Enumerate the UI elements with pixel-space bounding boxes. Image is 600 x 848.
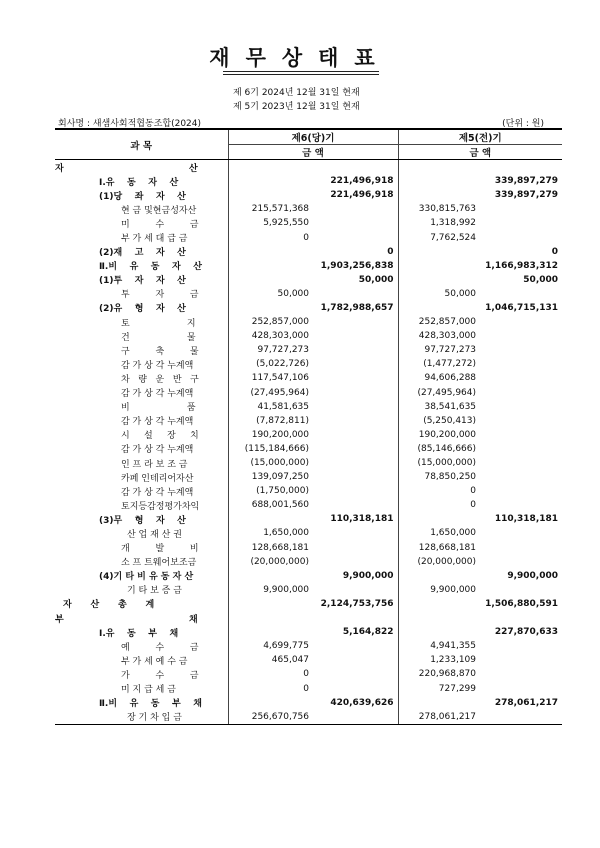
current-detail-amount: (15,000,000) bbox=[228, 456, 313, 470]
prior-detail-amount bbox=[398, 160, 480, 175]
current-detail-amount bbox=[228, 611, 313, 625]
title-underline bbox=[223, 71, 379, 72]
account-label bbox=[55, 188, 228, 202]
table-row bbox=[55, 569, 562, 583]
table-row bbox=[55, 512, 562, 526]
prior-detail-amount: (27,495,964) bbox=[398, 386, 480, 400]
account-label-text: 자 산 bbox=[55, 163, 198, 174]
prior-total-amount bbox=[480, 160, 562, 175]
account-label-text: 부 가 세 대 급 금 bbox=[121, 234, 188, 245]
prior-detail-amount: 0 bbox=[398, 498, 480, 512]
account-label bbox=[55, 555, 228, 569]
prior-total-amount: 278,061,217 bbox=[494, 697, 559, 708]
current-detail-amount: 50,000 bbox=[228, 287, 313, 301]
prior-total-amount bbox=[480, 710, 562, 725]
account-label bbox=[55, 329, 228, 343]
prior-total-amount bbox=[480, 442, 562, 456]
prior-total-amount: 339,897,279 bbox=[494, 176, 559, 187]
current-detail-amount bbox=[228, 625, 313, 639]
current-detail-amount: 4,699,775 bbox=[228, 639, 313, 653]
prior-detail-amount: 252,857,000 bbox=[398, 315, 480, 329]
current-detail-amount: 190,200,000 bbox=[228, 428, 313, 442]
prior-detail-amount bbox=[398, 625, 480, 639]
prior-detail-amount: (15,000,000) bbox=[398, 456, 480, 470]
account-label-text: Ⅱ.비 유 동 부 채 bbox=[99, 699, 202, 710]
table-row bbox=[55, 301, 562, 315]
unit-label: (단위 : 원) bbox=[502, 119, 544, 129]
prior-detail-amount: 727,299 bbox=[398, 681, 480, 695]
account-label bbox=[55, 512, 228, 526]
table-row bbox=[55, 639, 562, 653]
current-detail-amount bbox=[228, 301, 313, 315]
current-total-amount bbox=[313, 526, 398, 540]
prior-total-amount bbox=[480, 498, 562, 512]
current-detail-amount: 465,047 bbox=[228, 653, 313, 667]
account-label bbox=[55, 315, 228, 329]
prior-detail-amount: 1,650,000 bbox=[398, 526, 480, 540]
prior-detail-amount bbox=[398, 273, 480, 287]
account-label-text: 기 타 보 증 금 bbox=[127, 586, 182, 597]
current-total-amount bbox=[313, 541, 398, 555]
account-label bbox=[55, 357, 228, 371]
company-name: 회사명 : 새샘사회적협동조합(2024) bbox=[58, 119, 202, 129]
account-label-text: 토지등감정평가차익 bbox=[121, 501, 200, 512]
header-prior-period: 제5(전)기 bbox=[398, 129, 562, 145]
account-label bbox=[55, 414, 228, 428]
current-detail-amount: (1,750,000) bbox=[228, 484, 313, 498]
table-row bbox=[55, 696, 562, 710]
current-total-amount bbox=[313, 667, 398, 681]
prior-detail-amount: 1,233,109 bbox=[398, 653, 480, 667]
table-row bbox=[55, 667, 562, 681]
prior-detail-amount: 278,061,217 bbox=[398, 710, 480, 725]
period-current: 제 6기 2024년 12월 31일 현재 bbox=[233, 88, 360, 98]
prior-total-amount bbox=[480, 583, 562, 597]
current-total-amount bbox=[313, 386, 398, 400]
table-row bbox=[55, 470, 562, 484]
account-label bbox=[55, 639, 228, 653]
prior-detail-amount bbox=[398, 611, 480, 625]
current-total-amount bbox=[313, 230, 398, 244]
account-label bbox=[55, 230, 228, 244]
account-label-text: 산 업 재 산 권 bbox=[127, 529, 182, 540]
current-total-amount bbox=[313, 329, 398, 343]
header-current-amount: 금 액 bbox=[228, 145, 398, 160]
prior-detail-amount: 7,762,524 bbox=[398, 230, 480, 244]
prior-total-amount: 9,900,000 bbox=[507, 570, 559, 581]
current-detail-amount: 128,668,181 bbox=[228, 541, 313, 555]
current-total-amount bbox=[313, 343, 398, 357]
table-row bbox=[55, 442, 562, 456]
prior-total-amount: 1,506,880,591 bbox=[485, 598, 559, 609]
prior-detail-amount: 190,200,000 bbox=[398, 428, 480, 442]
table-row bbox=[55, 188, 562, 202]
prior-detail-amount: (85,146,666) bbox=[398, 442, 480, 456]
current-total-amount bbox=[313, 442, 398, 456]
table-row bbox=[55, 202, 562, 216]
prior-total-amount bbox=[480, 371, 562, 385]
table-row bbox=[55, 371, 562, 385]
prior-total-amount bbox=[480, 202, 562, 216]
account-label-text: 감 가 상 각 누계액 bbox=[121, 417, 194, 428]
prior-detail-amount bbox=[398, 245, 480, 259]
current-detail-amount: 256,670,756 bbox=[228, 710, 313, 725]
account-label bbox=[55, 569, 228, 583]
prior-total-amount: 339,897,279 bbox=[494, 190, 559, 201]
table-row bbox=[55, 273, 562, 287]
account-label bbox=[55, 273, 228, 287]
current-total-amount bbox=[313, 681, 398, 695]
account-label-text: 가 수 금 bbox=[121, 670, 199, 681]
prior-detail-amount bbox=[398, 301, 480, 315]
account-label bbox=[55, 371, 228, 385]
account-label-text: (1)당 좌 자 산 bbox=[99, 191, 186, 202]
current-detail-amount bbox=[228, 597, 313, 611]
current-detail-amount: 117,547,106 bbox=[228, 371, 313, 385]
table-row bbox=[55, 484, 562, 498]
current-total-amount bbox=[313, 428, 398, 442]
current-detail-amount: 428,303,000 bbox=[228, 329, 313, 343]
account-label bbox=[55, 667, 228, 681]
prior-total-amount bbox=[480, 287, 562, 301]
account-label-text: (3)무 형 자 산 bbox=[99, 515, 186, 526]
current-total-amount: 5,164,822 bbox=[342, 627, 394, 638]
account-label bbox=[55, 343, 228, 357]
account-label bbox=[55, 470, 228, 484]
prior-detail-amount: 38,541,635 bbox=[398, 400, 480, 414]
table-row bbox=[55, 174, 562, 188]
current-total-amount bbox=[313, 555, 398, 569]
current-detail-amount bbox=[228, 188, 313, 202]
prior-total-amount bbox=[480, 414, 562, 428]
current-detail-amount bbox=[228, 174, 313, 188]
prior-detail-amount: 50,000 bbox=[398, 287, 480, 301]
current-detail-amount bbox=[228, 160, 313, 175]
account-label-text: 투 자 금 bbox=[121, 290, 199, 301]
prior-total-amount: 50,000 bbox=[523, 274, 559, 285]
current-total-amount bbox=[313, 371, 398, 385]
prior-total-amount bbox=[480, 555, 562, 569]
current-total-amount bbox=[313, 583, 398, 597]
table-row bbox=[55, 386, 562, 400]
prior-total-amount bbox=[480, 386, 562, 400]
current-total-amount bbox=[313, 315, 398, 329]
current-total-amount bbox=[313, 639, 398, 653]
prior-total-amount bbox=[480, 526, 562, 540]
account-label-text: 부 채 bbox=[55, 614, 198, 625]
prior-detail-amount bbox=[398, 188, 480, 202]
prior-detail-amount bbox=[398, 597, 480, 611]
account-label-text: Ⅰ.유 동 부 채 bbox=[99, 628, 179, 639]
table-row bbox=[55, 357, 562, 371]
table-row bbox=[55, 555, 562, 569]
table-row bbox=[55, 287, 562, 301]
prior-total-amount bbox=[480, 357, 562, 371]
title-underline-double bbox=[223, 74, 379, 75]
current-total-amount bbox=[313, 216, 398, 230]
current-total-amount bbox=[313, 653, 398, 667]
current-total-amount bbox=[313, 484, 398, 498]
current-total-amount: 0 bbox=[387, 246, 394, 257]
prior-total-amount bbox=[480, 428, 562, 442]
prior-total-amount: 1,046,715,131 bbox=[485, 302, 559, 313]
balance-sheet-table bbox=[55, 128, 562, 725]
table-row bbox=[55, 653, 562, 667]
account-label bbox=[55, 611, 228, 625]
table-row bbox=[55, 428, 562, 442]
table-row bbox=[55, 329, 562, 343]
account-label bbox=[55, 245, 228, 259]
prior-total-amount bbox=[480, 400, 562, 414]
current-total-amount bbox=[313, 611, 398, 625]
table-row bbox=[55, 456, 562, 470]
account-label-text: 비 품 bbox=[121, 403, 196, 414]
header-account: 과 목 bbox=[55, 129, 228, 160]
table-row bbox=[55, 541, 562, 555]
account-label bbox=[55, 428, 228, 442]
current-detail-amount: 5,925,550 bbox=[228, 216, 313, 230]
prior-detail-amount: 78,850,250 bbox=[398, 470, 480, 484]
table-row bbox=[55, 343, 562, 357]
current-detail-amount bbox=[228, 569, 313, 583]
account-label-text: Ⅱ.비 유 동 자 산 bbox=[99, 262, 202, 273]
prior-detail-amount: 1,318,992 bbox=[398, 216, 480, 230]
account-label-text: 개 발 비 bbox=[121, 544, 199, 555]
account-label-text: 장 기 차 입 금 bbox=[127, 713, 182, 724]
current-detail-amount bbox=[228, 696, 313, 710]
table-row bbox=[55, 681, 562, 695]
prior-detail-amount bbox=[398, 259, 480, 273]
account-label bbox=[55, 442, 228, 456]
prior-total-amount bbox=[480, 329, 562, 343]
current-total-amount bbox=[313, 287, 398, 301]
account-label bbox=[55, 259, 228, 273]
account-label-text: Ⅰ.유 동 자 산 bbox=[99, 177, 179, 188]
prior-total-amount bbox=[480, 667, 562, 681]
current-detail-amount: 688,001,560 bbox=[228, 498, 313, 512]
account-label-text: 예 수 금 bbox=[121, 642, 199, 653]
table-row bbox=[55, 400, 562, 414]
current-detail-amount bbox=[228, 512, 313, 526]
current-detail-amount: (115,184,666) bbox=[228, 442, 313, 456]
account-label bbox=[55, 287, 228, 301]
current-detail-amount: 215,571,368 bbox=[228, 202, 313, 216]
table-row bbox=[55, 498, 562, 512]
table-row bbox=[55, 414, 562, 428]
prior-detail-amount: 94,606,288 bbox=[398, 371, 480, 385]
prior-total-amount: 227,870,633 bbox=[494, 627, 559, 638]
prior-detail-amount: 330,815,763 bbox=[398, 202, 480, 216]
account-label bbox=[55, 625, 228, 639]
current-detail-amount bbox=[228, 259, 313, 273]
current-total-amount: 221,496,918 bbox=[330, 176, 394, 187]
header-prior-amount: 금 액 bbox=[398, 145, 562, 160]
prior-detail-amount bbox=[398, 696, 480, 710]
prior-total-amount bbox=[480, 611, 562, 625]
prior-total-amount bbox=[480, 216, 562, 230]
prior-detail-amount bbox=[398, 569, 480, 583]
balance-sheet-rows bbox=[55, 160, 562, 725]
current-total-amount bbox=[313, 414, 398, 428]
prior-total-amount bbox=[480, 315, 562, 329]
current-detail-amount: (7,872,811) bbox=[228, 414, 313, 428]
current-detail-amount: 0 bbox=[228, 681, 313, 695]
current-detail-amount: 41,581,635 bbox=[228, 400, 313, 414]
current-total-amount bbox=[313, 498, 398, 512]
current-detail-amount: 0 bbox=[228, 667, 313, 681]
account-label bbox=[55, 597, 228, 611]
current-total-amount: 110,318,181 bbox=[330, 514, 394, 525]
prior-total-amount bbox=[480, 681, 562, 695]
table-row bbox=[55, 597, 562, 611]
current-total-amount: 50,000 bbox=[358, 274, 394, 285]
prior-detail-amount: 9,900,000 bbox=[398, 583, 480, 597]
current-detail-amount: 97,727,273 bbox=[228, 343, 313, 357]
current-total-amount bbox=[313, 357, 398, 371]
account-label-text: (2)유 형 자 산 bbox=[99, 304, 186, 315]
current-total-amount: 2,124,753,756 bbox=[320, 598, 394, 609]
account-label-text: 시 설 장 치 bbox=[121, 431, 199, 442]
account-label-text: 소 프 트웨어보조금 bbox=[121, 558, 197, 569]
account-label bbox=[55, 681, 228, 695]
prior-detail-amount: (1,477,272) bbox=[398, 357, 480, 371]
prior-detail-amount: 128,668,181 bbox=[398, 541, 480, 555]
account-label bbox=[55, 301, 228, 315]
account-label-text: 구 축 물 bbox=[121, 346, 199, 357]
account-label bbox=[55, 386, 228, 400]
table-row bbox=[55, 710, 562, 725]
current-detail-amount bbox=[228, 245, 313, 259]
account-label-text: 부 가 세 예 수 금 bbox=[121, 656, 188, 667]
prior-detail-amount bbox=[398, 512, 480, 526]
current-detail-amount: 1,650,000 bbox=[228, 526, 313, 540]
table-row bbox=[55, 583, 562, 597]
account-label bbox=[55, 696, 228, 710]
table-row bbox=[55, 611, 562, 625]
account-label bbox=[55, 653, 228, 667]
document-title: 재무상태표 bbox=[209, 46, 391, 70]
table-row bbox=[55, 230, 562, 244]
account-label-text: 미 지 급 세 금 bbox=[121, 685, 176, 696]
account-label-text: 감 가 상 각 누계액 bbox=[121, 360, 194, 371]
account-label bbox=[55, 400, 228, 414]
prior-total-amount bbox=[480, 456, 562, 470]
account-label-text: 현 금 및현금성자산 bbox=[121, 205, 197, 216]
prior-total-amount bbox=[480, 653, 562, 667]
current-total-amount bbox=[313, 400, 398, 414]
table-row bbox=[55, 625, 562, 639]
current-total-amount: 9,900,000 bbox=[342, 570, 394, 581]
prior-total-amount bbox=[480, 470, 562, 484]
prior-total-amount bbox=[480, 343, 562, 357]
account-label-text: 미 수 금 bbox=[121, 219, 199, 230]
table-row bbox=[55, 259, 562, 273]
prior-total-amount bbox=[480, 230, 562, 244]
account-label bbox=[55, 583, 228, 597]
current-detail-amount: 252,857,000 bbox=[228, 315, 313, 329]
account-label-text: 토 지 bbox=[121, 318, 196, 329]
current-total-amount bbox=[313, 470, 398, 484]
account-label-text: 자 산 총 계 bbox=[63, 600, 155, 611]
account-label bbox=[55, 526, 228, 540]
account-label bbox=[55, 216, 228, 230]
prior-detail-amount bbox=[398, 174, 480, 188]
current-detail-amount: (27,495,964) bbox=[228, 386, 313, 400]
account-label-text: 건 물 bbox=[121, 332, 196, 343]
account-label-text: (4)기 타 비 유 동 자 산 bbox=[99, 572, 194, 583]
current-detail-amount bbox=[228, 273, 313, 287]
current-total-amount bbox=[313, 160, 398, 175]
account-label-text: (2)재 고 자 산 bbox=[99, 248, 186, 259]
current-total-amount: 221,496,918 bbox=[330, 190, 394, 201]
account-label bbox=[55, 498, 228, 512]
prior-detail-amount: 97,727,273 bbox=[398, 343, 480, 357]
prior-total-amount bbox=[480, 484, 562, 498]
current-detail-amount: (20,000,000) bbox=[228, 555, 313, 569]
prior-total-amount: 110,318,181 bbox=[494, 514, 559, 525]
account-label bbox=[55, 541, 228, 555]
table-row bbox=[55, 216, 562, 230]
table-row bbox=[55, 315, 562, 329]
account-label bbox=[55, 174, 228, 188]
period-prior: 제 5기 2023년 12월 31일 현재 bbox=[233, 102, 360, 112]
table-row bbox=[55, 160, 562, 175]
current-total-amount bbox=[313, 202, 398, 216]
account-label-text: (1)투 자 자 산 bbox=[99, 276, 186, 287]
account-label-text: 감 가 상 각 누계액 bbox=[121, 487, 194, 498]
current-total-amount: 1,903,256,838 bbox=[320, 260, 394, 271]
prior-total-amount: 0 bbox=[551, 246, 559, 257]
current-detail-amount: 139,097,250 bbox=[228, 470, 313, 484]
account-label bbox=[55, 710, 228, 725]
current-total-amount: 420,639,626 bbox=[330, 697, 394, 708]
table-row bbox=[55, 245, 562, 259]
current-detail-amount: 9,900,000 bbox=[228, 583, 313, 597]
header-current-period: 제6(당)기 bbox=[228, 129, 398, 145]
prior-detail-amount: 220,968,870 bbox=[398, 667, 480, 681]
current-detail-amount: 0 bbox=[228, 230, 313, 244]
prior-detail-amount: 428,303,000 bbox=[398, 329, 480, 343]
table-row bbox=[55, 526, 562, 540]
current-total-amount bbox=[313, 710, 398, 725]
account-label-text: 인 프 라 보 조 금 bbox=[121, 459, 188, 470]
account-label bbox=[55, 484, 228, 498]
prior-detail-amount: 0 bbox=[398, 484, 480, 498]
account-label bbox=[55, 160, 228, 175]
prior-total-amount bbox=[480, 541, 562, 555]
account-label bbox=[55, 202, 228, 216]
prior-detail-amount: (20,000,000) bbox=[398, 555, 480, 569]
current-total-amount: 1,782,988,657 bbox=[320, 302, 394, 313]
prior-detail-amount: 4,941,355 bbox=[398, 639, 480, 653]
account-label-text: 차 량 운 반 구 bbox=[121, 374, 199, 385]
current-total-amount bbox=[313, 456, 398, 470]
account-label bbox=[55, 456, 228, 470]
account-label-text: 감 가 상 각 누계액 bbox=[121, 389, 194, 400]
account-label-text: 카페 인테리어자산 bbox=[121, 473, 194, 484]
prior-total-amount: 1,166,983,312 bbox=[485, 260, 559, 271]
prior-detail-amount: (5,250,413) bbox=[398, 414, 480, 428]
prior-total-amount bbox=[480, 639, 562, 653]
account-label-text: 감 가 상 각 누계액 bbox=[121, 445, 194, 456]
current-detail-amount: (5,022,726) bbox=[228, 357, 313, 371]
